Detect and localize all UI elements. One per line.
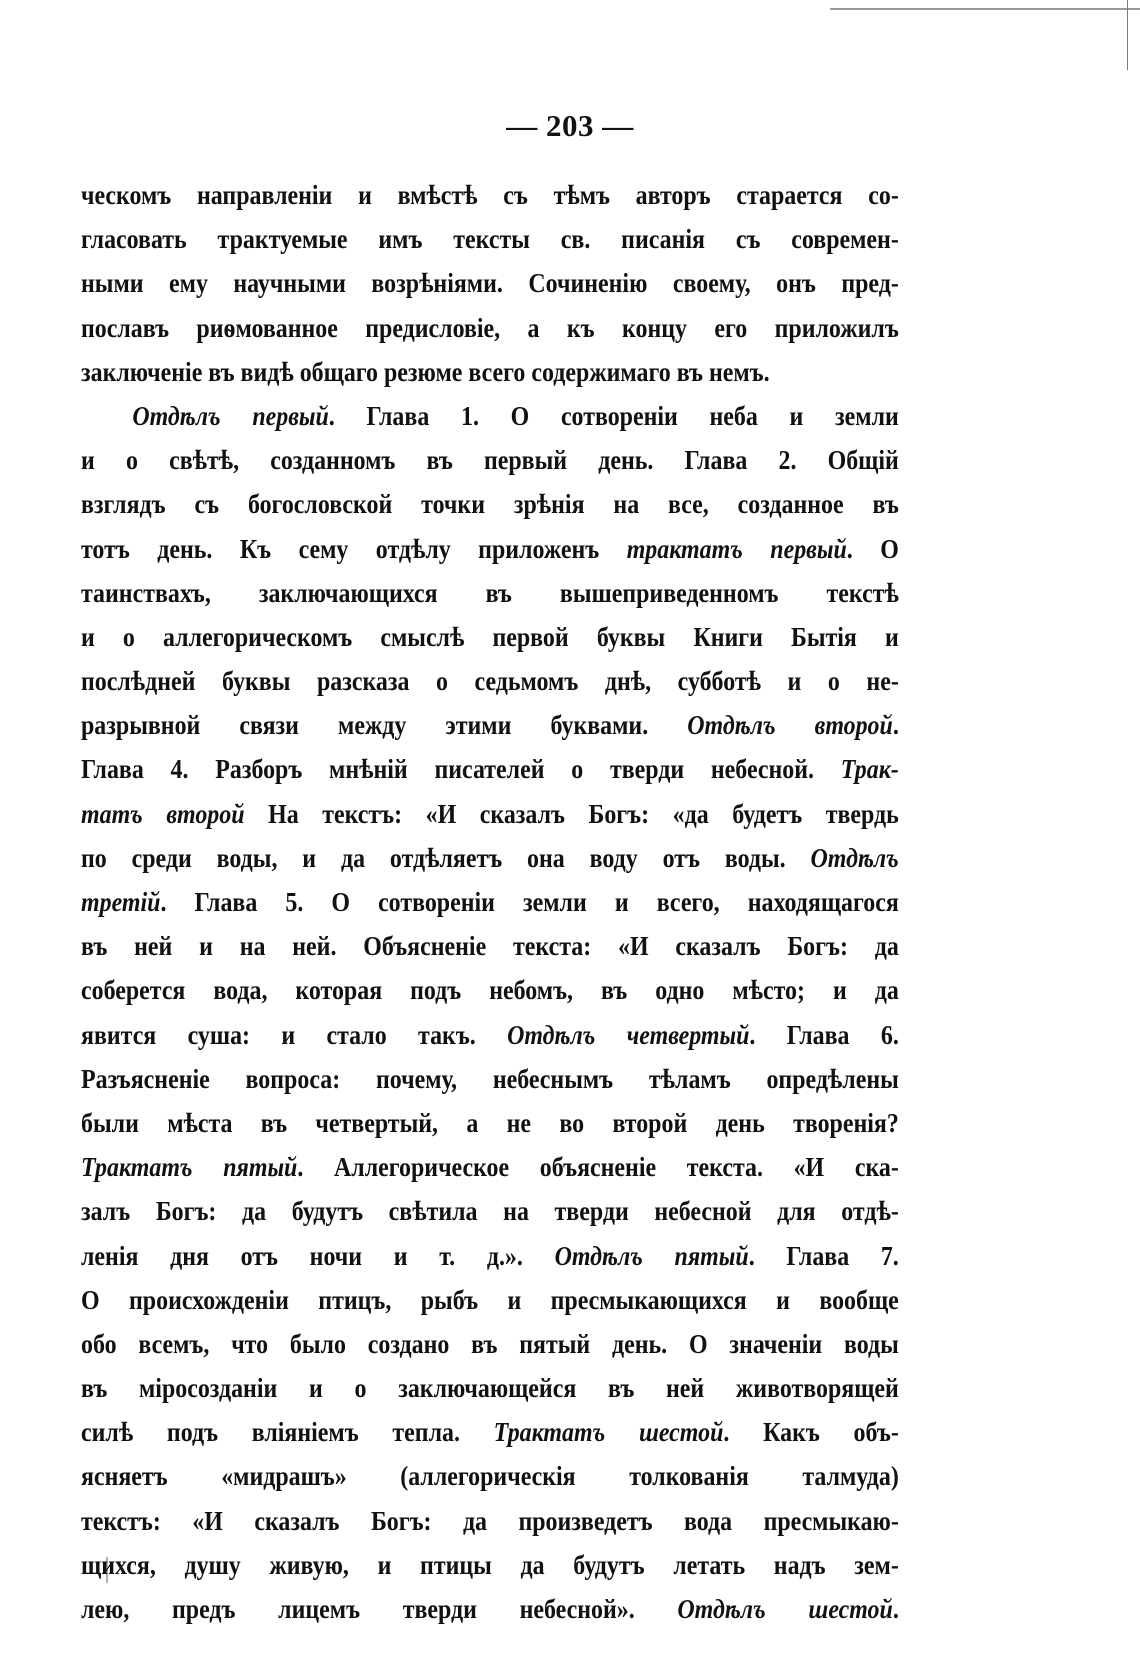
- text-segment: лею, предъ лицемъ тверди небесной».: [81, 1593, 678, 1624]
- text-line: [81, 1410, 899, 1454]
- italic-heading: трактатъ первый: [626, 532, 847, 564]
- text-segment: текстъ: «И сказалъ Богъ: да произведетъ вода пресмыкаю-: [81, 1504, 899, 1536]
- text-line: [81, 1587, 899, 1631]
- scan-edge-top: [830, 8, 1140, 10]
- text-segment: .: [892, 709, 899, 741]
- text-segment: были мѣста въ четвертый, а не во второй день творенія?: [81, 1106, 899, 1138]
- italic-heading: татъ второй: [81, 797, 245, 829]
- italic-heading: Трак-: [840, 753, 899, 785]
- text-segment: Глава 4. Разборъ мнѣній писателей о тверди небесной.: [81, 753, 841, 785]
- text-line: [81, 482, 899, 526]
- text-line: [81, 394, 899, 438]
- text-line: [81, 1013, 899, 1057]
- text-segment: . Глава 1. О сотвореніи неба и земли: [328, 399, 899, 431]
- text-segment: соберется вода, которая подъ небомъ, въ одно мѣсто; и да: [81, 974, 899, 1006]
- text-line: [81, 1366, 899, 1410]
- text-segment: пославъ риѳмованное предисловіе, а къ концу его приложилъ: [81, 311, 899, 343]
- text-line: [81, 1145, 899, 1189]
- text-segment: Разъясненіе вопроса: почему, небеснымъ тѣламъ опредѣлены: [81, 1062, 899, 1094]
- page-number: — 203 —: [506, 108, 634, 143]
- text-line: [81, 350, 899, 394]
- text-line: [81, 880, 899, 924]
- scan-edge-right: [1127, 0, 1128, 70]
- text-segment: щихся, душу живую, и птицы да будутъ летать надъ зем-: [81, 1548, 899, 1580]
- text-segment: заключеніе въ видѣ общаго резюме всего содержимаго въ немъ.: [81, 355, 770, 387]
- text-line: [81, 1234, 899, 1278]
- text-line: [81, 1101, 899, 1145]
- text-segment: въ ней и на ней. Объясненіе текста: «И сказалъ Богъ: да: [81, 930, 899, 962]
- italic-heading: Отдѣлъ: [810, 841, 899, 873]
- text-line: [81, 659, 899, 703]
- text-segment: . Глава 5. О сотвореніи земли и всего, находящагося: [160, 886, 899, 917]
- text-line: [81, 261, 899, 305]
- text-segment: и о аллегорическомъ смыслѣ первой буквы Книги Бытія и: [81, 620, 899, 652]
- text-segment: . Какъ объ-: [723, 1416, 899, 1448]
- text-segment: силѣ подъ вліяніемъ тепла.: [81, 1416, 494, 1448]
- text-line: [81, 1189, 899, 1233]
- italic-heading: Отдѣлъ пятый: [554, 1239, 749, 1271]
- text-segment: ясняетъ «мидрашъ» (аллегорическія толкованія талмуда): [81, 1460, 899, 1492]
- italic-heading: Отдѣлъ четвертый: [507, 1018, 750, 1050]
- italic-heading: Отдѣлъ второй: [687, 709, 893, 741]
- text-segment: . Глава 6.: [749, 1018, 899, 1050]
- italic-heading: Отдѣлъ шестой: [677, 1593, 893, 1624]
- text-line: [81, 615, 899, 659]
- text-segment: тотъ день. Къ сему отдѣлу приложенъ: [81, 532, 627, 564]
- text-line: [81, 571, 899, 615]
- text-segment: въ міросозданіи и о заключающейся въ ней животворящей: [81, 1372, 899, 1404]
- italic-heading: Трактатъ шестой: [493, 1416, 724, 1448]
- text-line: [81, 1057, 899, 1101]
- text-line: [81, 438, 899, 482]
- text-line: [81, 1322, 899, 1366]
- text-line: [81, 306, 899, 350]
- italic-heading: третій: [81, 886, 161, 917]
- text-line: [81, 968, 899, 1012]
- text-segment: ленія дня отъ ночи и т. д.».: [81, 1239, 555, 1271]
- italic-heading: Отдѣлъ первый: [132, 399, 329, 431]
- text-segment: ческомъ направленіи и вмѣстѣ съ тѣмъ авторъ старается со-: [81, 179, 899, 210]
- text-segment: взглядъ съ богословской точки зрѣнія на все, созданное въ: [81, 488, 899, 520]
- text-line: [81, 1499, 899, 1543]
- text-line: [81, 173, 899, 217]
- text-line: [81, 836, 899, 880]
- text-segment: ными ему научными возрѣніями. Сочиненію своему, онъ пред-: [81, 267, 899, 299]
- text-line: [81, 527, 899, 571]
- text-segment: послѣдней буквы разсказа о седьмомъ днѣ, субботѣ и о не-: [81, 665, 899, 697]
- text-segment: .: [892, 1593, 899, 1624]
- italic-heading: Трактатъ пятый: [81, 1151, 298, 1183]
- text-segment: На текстъ: «И сказалъ Богъ: «да будетъ твердь: [244, 797, 899, 829]
- text-segment: по среди воды, и да отдѣляетъ она воду отъ воды.: [81, 841, 811, 873]
- text-segment: гласовать трактуемые имъ тексты св. писанія съ современ-: [81, 223, 899, 255]
- text-segment: обо всемъ, что было создано въ пятый день. О значеніи воды: [81, 1327, 899, 1359]
- text-line: [81, 1278, 899, 1322]
- text-segment: таинствахъ, заключающихся въ вышеприведенномъ текстѣ: [81, 576, 899, 608]
- text-segment: О происхожденіи птицъ, рыбъ и пресмыкающихся и вообще: [81, 1283, 899, 1315]
- text-line: [81, 703, 899, 747]
- text-segment: явится суша: и стало такъ.: [81, 1018, 508, 1050]
- text-segment: . Глава 7.: [748, 1239, 899, 1271]
- text-segment: и о свѣтѣ, созданномъ въ первый день. Глава 2. Общій: [81, 444, 899, 476]
- text-line: [81, 217, 899, 261]
- text-segment: залъ Богъ: да будутъ свѣтила на тверди небесной для отдѣ-: [81, 1195, 899, 1227]
- text-line: [81, 1454, 899, 1498]
- text-segment: . О: [846, 532, 899, 564]
- text-line: [81, 747, 899, 791]
- page-body: [81, 173, 899, 1631]
- text-line: [81, 792, 899, 836]
- text-line: [81, 924, 899, 968]
- text-segment: разрывной связи между этими буквами.: [81, 709, 688, 741]
- text-segment: . Аллегорическое объясненіе текста. «И ска-: [297, 1151, 899, 1183]
- text-line: [81, 1543, 899, 1587]
